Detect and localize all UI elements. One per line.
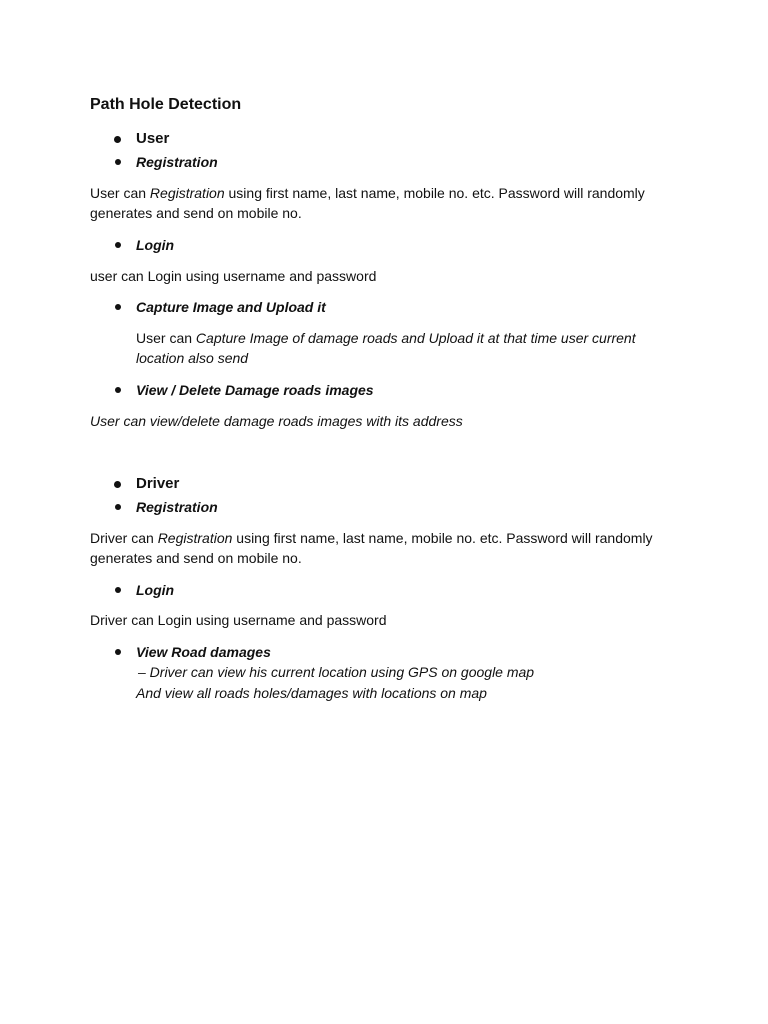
user-capture-label: Capture Image and Upload it (136, 299, 326, 315)
bullet-icon (115, 159, 121, 165)
driver-view-road-label: View Road damages (136, 644, 271, 660)
user-login-label: Login (136, 237, 175, 253)
user-registration-para-line1: User can Registration using first name, last name, mobile no. etc. Password will randomly (90, 185, 645, 201)
page-title: Path Hole Detection (90, 96, 242, 113)
driver-registration-label: Registration (136, 499, 218, 515)
driver-login-para: Driver can Login using username and password (90, 612, 387, 628)
bullet-icon (115, 242, 121, 248)
user-registration-label: Registration (136, 154, 218, 170)
bullet-icon (114, 136, 121, 143)
driver-registration-para-line1: Driver can Registration using first name, last name, mobile no. etc. Password will randomly (90, 530, 653, 546)
driver-login-label: Login (136, 582, 175, 598)
driver-view-road-line1: – Driver can view his current location using GPS on google map (138, 664, 535, 680)
bullet-icon (115, 387, 121, 393)
bullet-icon (115, 504, 121, 510)
user-capture-para-line2: location also send (136, 350, 249, 366)
bullet-icon (115, 587, 121, 593)
bullet-icon (114, 481, 121, 488)
bullet-icon (115, 304, 121, 310)
driver-heading: Driver (136, 475, 180, 492)
driver-registration-para-line2: generates and send on mobile no. (90, 550, 302, 566)
user-login-para: user can Login using username and password (90, 268, 377, 284)
user-view-delete-label: View / Delete Damage roads images (136, 382, 374, 398)
user-heading: User (136, 130, 170, 147)
user-capture-para-line1: User can Capture Image of damage roads and Upload it at that time user current (136, 330, 636, 346)
driver-view-road-line2: And view all roads holes/damages with locations on map (136, 685, 487, 701)
bullet-icon (115, 649, 121, 655)
user-view-delete-para: User can view/delete damage roads images with its address (90, 413, 463, 429)
user-registration-para-line2: generates and send on mobile no. (90, 205, 302, 221)
